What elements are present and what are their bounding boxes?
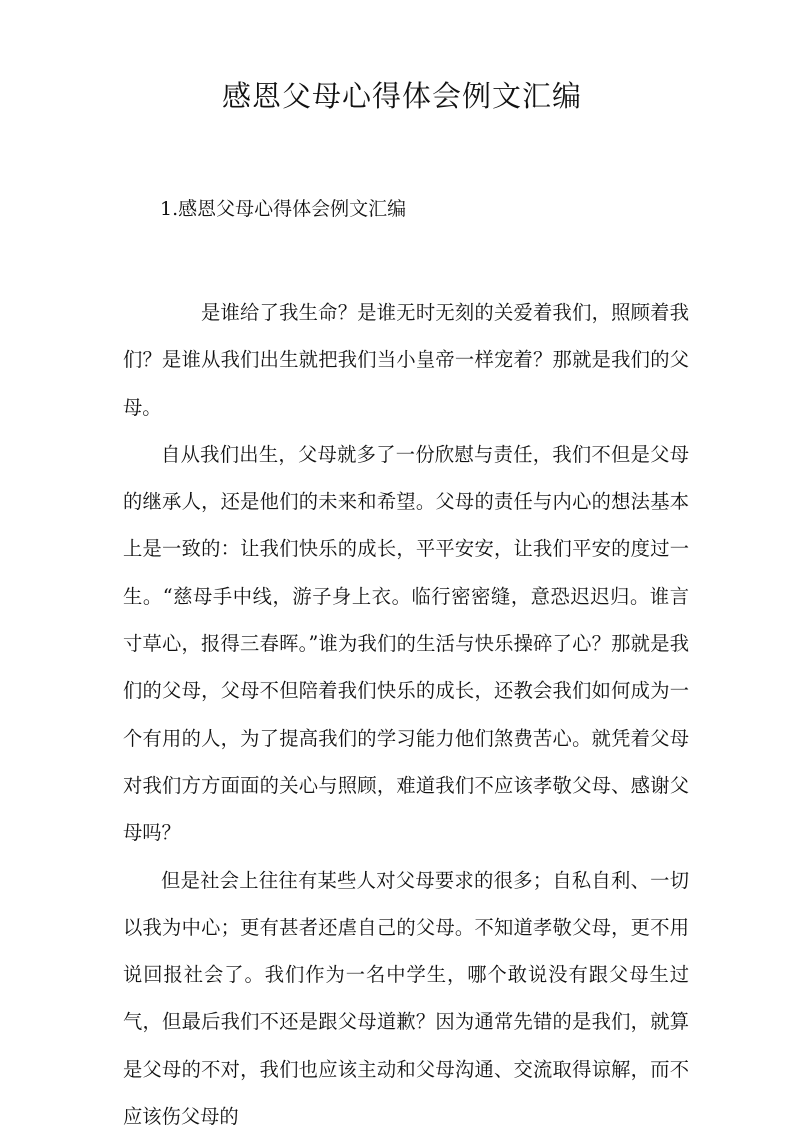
document-title: 感恩父母心得体会例文汇编 [221, 79, 582, 113]
paragraph-2: 自从我们出生，父母就多了一份欣慰与责任，我们不但是父母的继承人，还是他们的未来和希望。父母的责任与内心的想法基本上是一致的：让我们快乐的成长，平平安安，让我们平安的度过一生。“慈母手中线，游子身上衣。临行密密缝，意恐迟迟归。谁言寸草心，报得三春晖。”谁为我们的生活与快乐操碎了心？那就是我们的父母，父母不但陪着我们快乐的成长，还教会我们如何成为一个有用的人，为了提高我们的学习能力他们煞费苦心。就凭着父母对我们方方面面的关心与照顾，难道我们不应该孝敬父母、感谢父母吗？ [123, 442, 689, 845]
paragraph-1: 是谁给了我生命？是谁无时无刻的关爱着我们，照顾着我们？是谁从我们出生就把我们当小皇帝一样宠着？那就是我们的父母。 [123, 301, 689, 419]
paragraph-3: 但是社会上往往有某些人对父母要求的很多；自私自利、一切以我为中心；更有甚者还虐自己的父母。不知道孝敬父母，更不用说回报社会了。我们作为一名中学生，哪个敢说没有跟父母生过气，但最后我们不还是跟父母道歉？因为通常先错的是我们，就算是父母的不对，我们也应该主动和父母沟通、交流取得谅解，而不应该伤父母的 [123, 868, 689, 1129]
section-heading: 1.感恩父母心得体会例文汇编 [160, 198, 407, 220]
document-body [123, 289, 689, 1140]
